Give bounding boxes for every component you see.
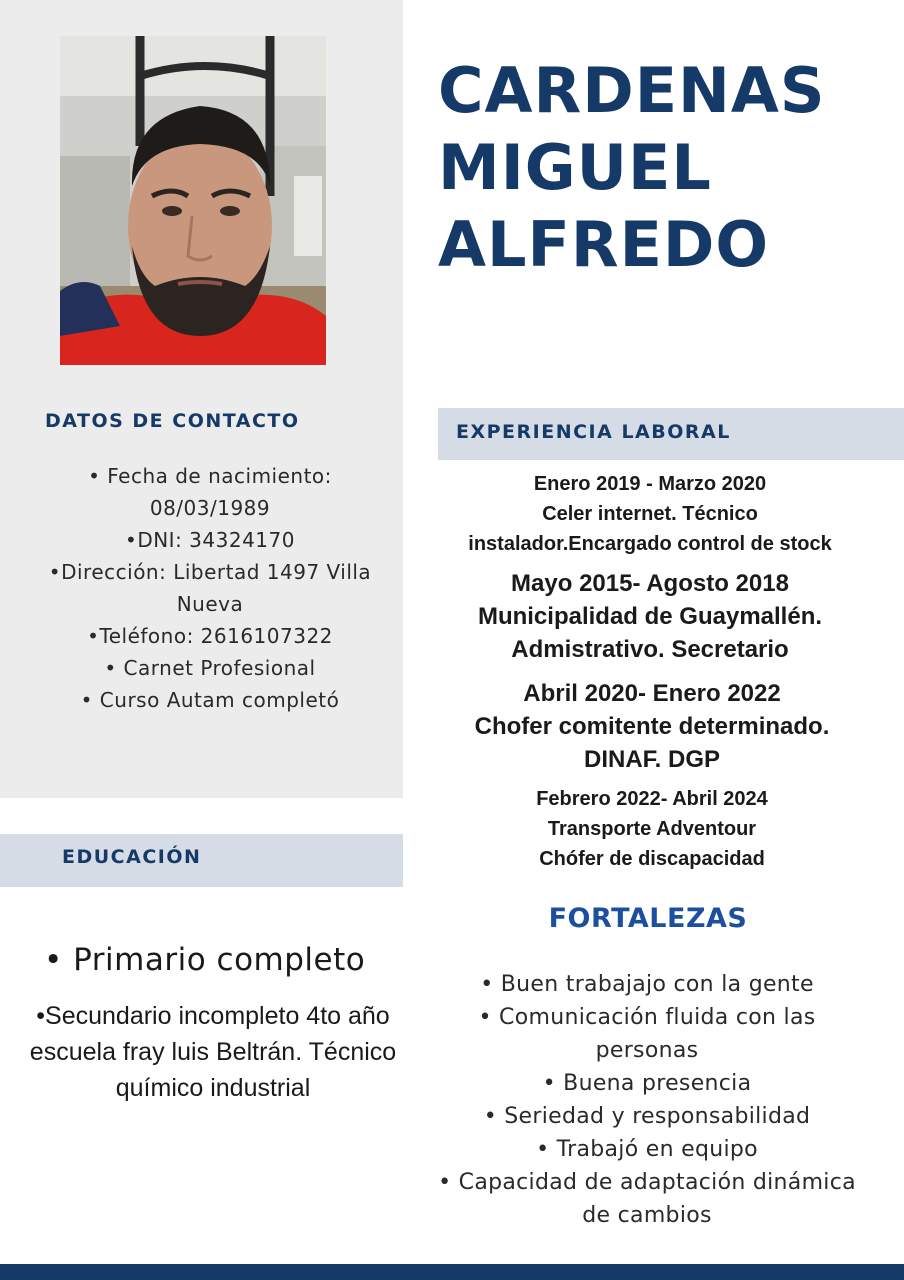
job-entry xyxy=(430,677,874,776)
job-entry xyxy=(430,567,870,666)
profile-photo xyxy=(60,36,326,365)
job-dates: Enero 2019 - Marzo 2020 xyxy=(533,473,767,495)
job-line: Municipalidad de Guaymallén. xyxy=(477,603,823,630)
education-header-band xyxy=(0,834,403,887)
strengths-list xyxy=(426,968,868,1232)
contact-item-phone: •Teléfono: 2616107322 xyxy=(87,624,333,648)
contact-item-address: •Dirección: Libertad 1497 Villa Nueva xyxy=(48,560,372,616)
name-line-1: CARDENAS xyxy=(438,54,826,127)
strength-item: • Comunicación fluida con las personas xyxy=(478,1005,816,1063)
strength-item: • Seriedad y responsabilidad xyxy=(483,1104,811,1129)
contact-item-dni: •DNI: 34324170 xyxy=(125,528,295,552)
footer-bar xyxy=(0,1264,904,1280)
strength-item: • Capacidad de adaptación dinámica de cambios xyxy=(438,1170,856,1228)
education-item-primary: • Primario completo xyxy=(44,942,366,978)
education-item-secondary: •Secundario incompleto 4to año escuela fray luis Beltrán. Técnico químico industrial xyxy=(29,1002,397,1102)
job-line: Chofer comitente determinado. xyxy=(474,713,830,740)
contact-item-license: • Carnet Profesional xyxy=(104,656,316,680)
contact-section-title: DATOS DE CONTACTO xyxy=(45,410,300,432)
contact-item-birthdate: • Fecha de nacimiento: 08/03/1989 xyxy=(88,464,332,520)
job-dates: Mayo 2015- Agosto 2018 xyxy=(511,570,789,597)
job-line: Celer internet. Técnico xyxy=(542,503,758,525)
profile-photo-image xyxy=(60,36,326,365)
job-line: instalador.Encargado control de stock xyxy=(468,533,832,555)
name-line-3: ALFREDO xyxy=(438,208,770,281)
job-entry xyxy=(438,784,866,874)
strength-item: • Buena presencia xyxy=(542,1071,752,1096)
job-entry xyxy=(430,469,870,559)
job-dates: Febrero 2022- Abril 2024 xyxy=(536,788,768,810)
strengths-section-title: FORTALEZAS xyxy=(548,903,748,934)
job-line: DINAF. DGP xyxy=(583,746,720,773)
job-line: Transporte Adventour xyxy=(547,818,757,840)
education-section-title: EDUCACIÓN xyxy=(62,846,202,868)
job-line: Chófer de discapacidad xyxy=(539,848,765,870)
job-line: Admistrativo. Secretario xyxy=(511,636,789,663)
candidate-name xyxy=(438,52,888,283)
name-line-2: MIGUEL xyxy=(438,131,712,204)
contact-item-course: • Curso Autam completó xyxy=(80,688,340,712)
strength-item: • Buen trabajajo con la gente xyxy=(480,972,814,997)
experience-section-title: EXPERIENCIA LABORAL xyxy=(456,421,731,443)
strength-item: • Trabajó en equipo xyxy=(536,1137,758,1162)
job-dates: Abril 2020- Enero 2022 xyxy=(523,680,781,707)
contact-list xyxy=(40,460,380,716)
